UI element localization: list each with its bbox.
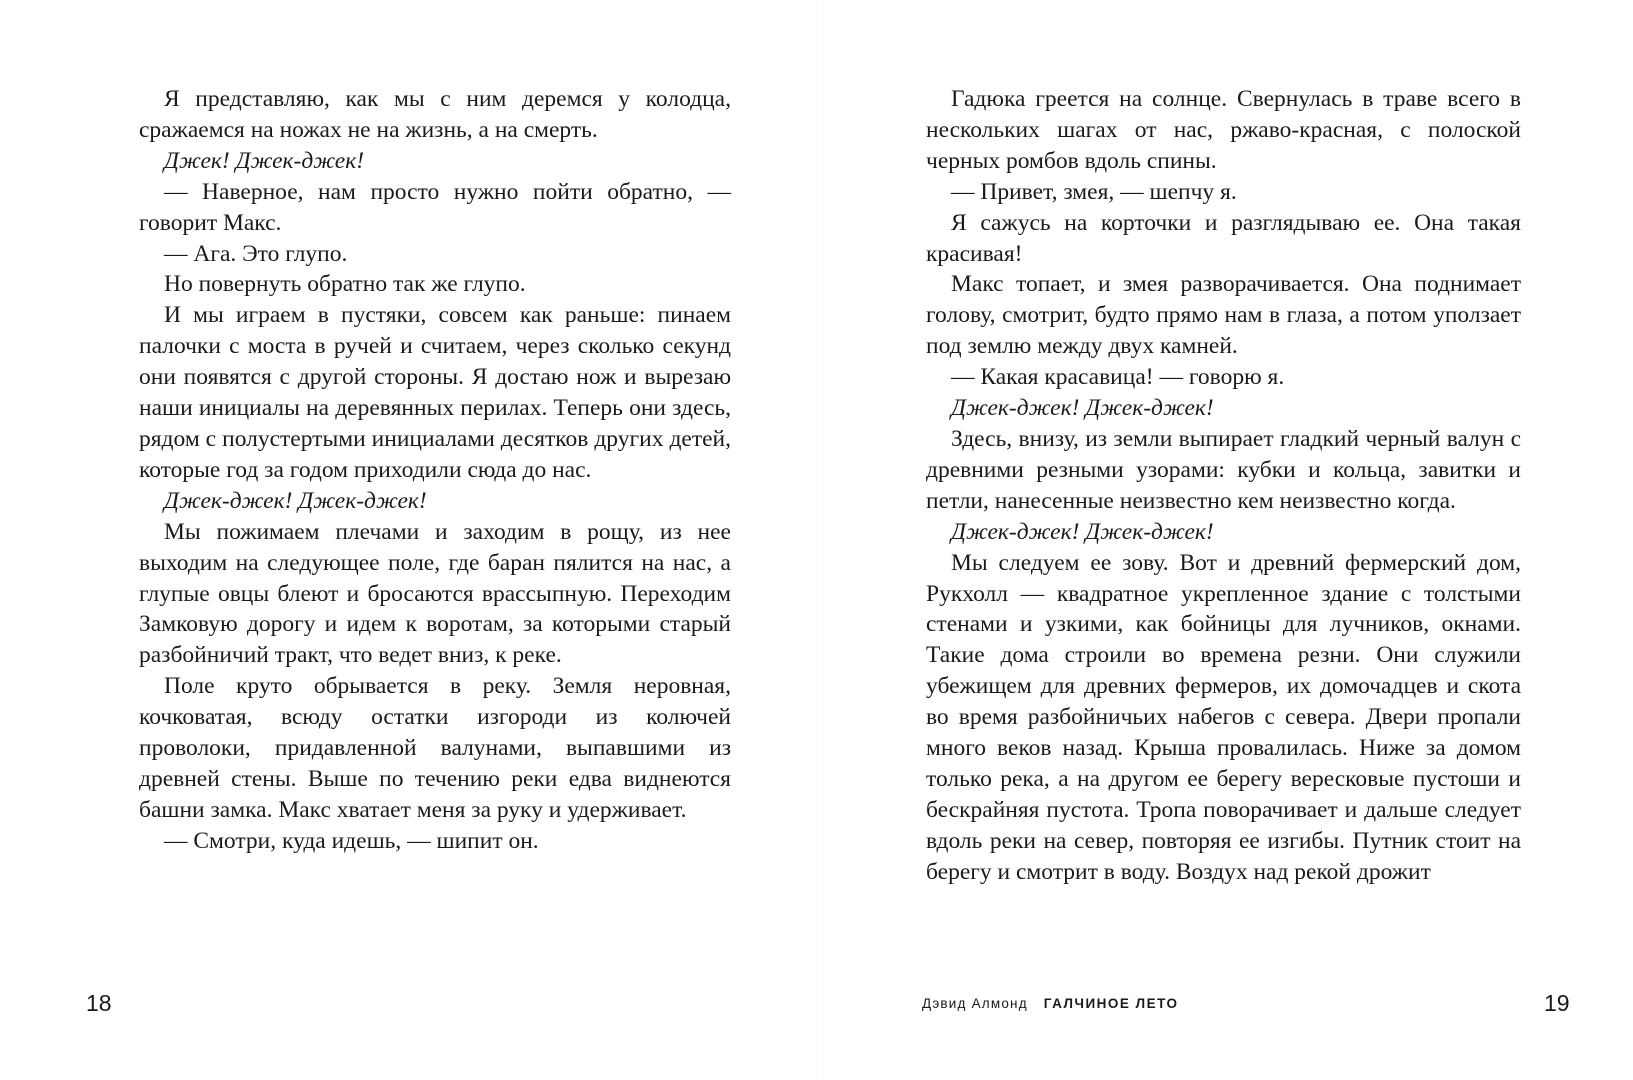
paragraph: Я представляю, как мы с ним деремся у колодца, сражаемся на ножах не на жизнь, а на смерть. [139,86,731,143]
paragraph: Джек-джек! Джек-джек! [951,518,1214,545]
running-head [922,996,1179,1011]
paragraph: И мы играем в пустяки, совсем как раньше: пинаем палочки с моста в ручей и считаем, через сколько секунд они появятся с другой стороны. Я достаю нож и вырезаю наши инициалы на деревянных перилах. Теперь они здесь, рядом с полустертыми инициалами десятков других детей, которые год за годом приходили сюда до нас. [139,302,731,483]
right-page [817,0,1633,1080]
paragraph: — Ага. Это глупо. [164,240,348,267]
paragraph: Гадюка греется на солнце. Свернулась в траве всего в нескольких шагах от нас, ржаво-красная, с полоской черных ромбов вдоль спины. [926,86,1521,174]
paragraph: Джек-джек! Джек-джек! [164,487,427,514]
left-page-text [139,84,731,857]
left-page [0,0,816,1080]
paragraph: — Привет, змея, — шепчу я. [951,178,1237,205]
right-page-text [926,84,1521,888]
paragraph: Здесь, внизу, из земли выпирает гладкий черный валун с древними резными узорами: кубки и кольца, завитки и петли, нанесенные неизвестно кем неизвестно когда. [926,425,1521,514]
page-number-right: 19 [1544,990,1570,1016]
paragraph: Джек-джек! Джек-джек! [951,395,1214,422]
paragraph: — Какая красавица! — говорю я. [951,364,1285,391]
running-head-author: Дэвид Алмонд [922,996,1028,1011]
paragraph: Поле круто обрывается в реку. Земля неровная, кочковатая, всюду остатки изгороди из колючей проволоки, придавленной валунами, выпавшими из древней стены. Выше по течению реки едва виднеются башни замка. Макс хватает меня за руку и удерживает. [139,673,731,823]
running-head-title: ГАЛЧИНОЕ ЛЕТО [1043,996,1179,1011]
paragraph: Мы следуем ее зову. Вот и древний фермерский дом, Рукхолл — квадратное укрепленное здание с толстыми стенами и узкими, как бойницы для лучников, окнами. Такие дома строили во времена резни. Они служили убежищем для древних фермеров, их домочадцев и скота во время разбойничьих набегов с севера. Двери пропали много веков назад. Крыша провалилась. Ниже за домом только река, а на другом ее берегу вересковые пустоши и бескрайняя пустота. Тропа поворачивает и дальше следует вдоль реки на север, повторяя ее изгибы. Путник стоит на берегу и смотрит в воду. Воздух над рекой дрожит [926,549,1521,885]
paragraph: — Смотри, куда идешь, — шипит он. [164,827,539,854]
paragraph: Но повернуть обратно так же глупо. [164,271,526,298]
paragraph: — Наверное, нам просто нужно пойти обратно, — говорит Макс. [139,178,731,236]
paragraph: Я сажусь на корточки и разглядываю ее. Она такая красивая! [926,209,1521,267]
paragraph: Макс топает, и змея разворачивается. Она поднимает голову, смотрит, будто прямо нам в глаза, а потом уползает под землю между двух камней. [926,271,1521,360]
paragraph: Джек! Джек-джек! [164,147,365,174]
page-number-left: 18 [86,990,112,1016]
paragraph: Мы пожимаем плечами и заходим в рощу, из нее выходим на следующее поле, где баран пялится на нас, а глупые овцы блеют и бросаются врассыпную. Переходим Замковую дорогу и идем к воротам, за которыми старый разбойничий тракт, что ведет вниз, к реке. [139,518,731,669]
